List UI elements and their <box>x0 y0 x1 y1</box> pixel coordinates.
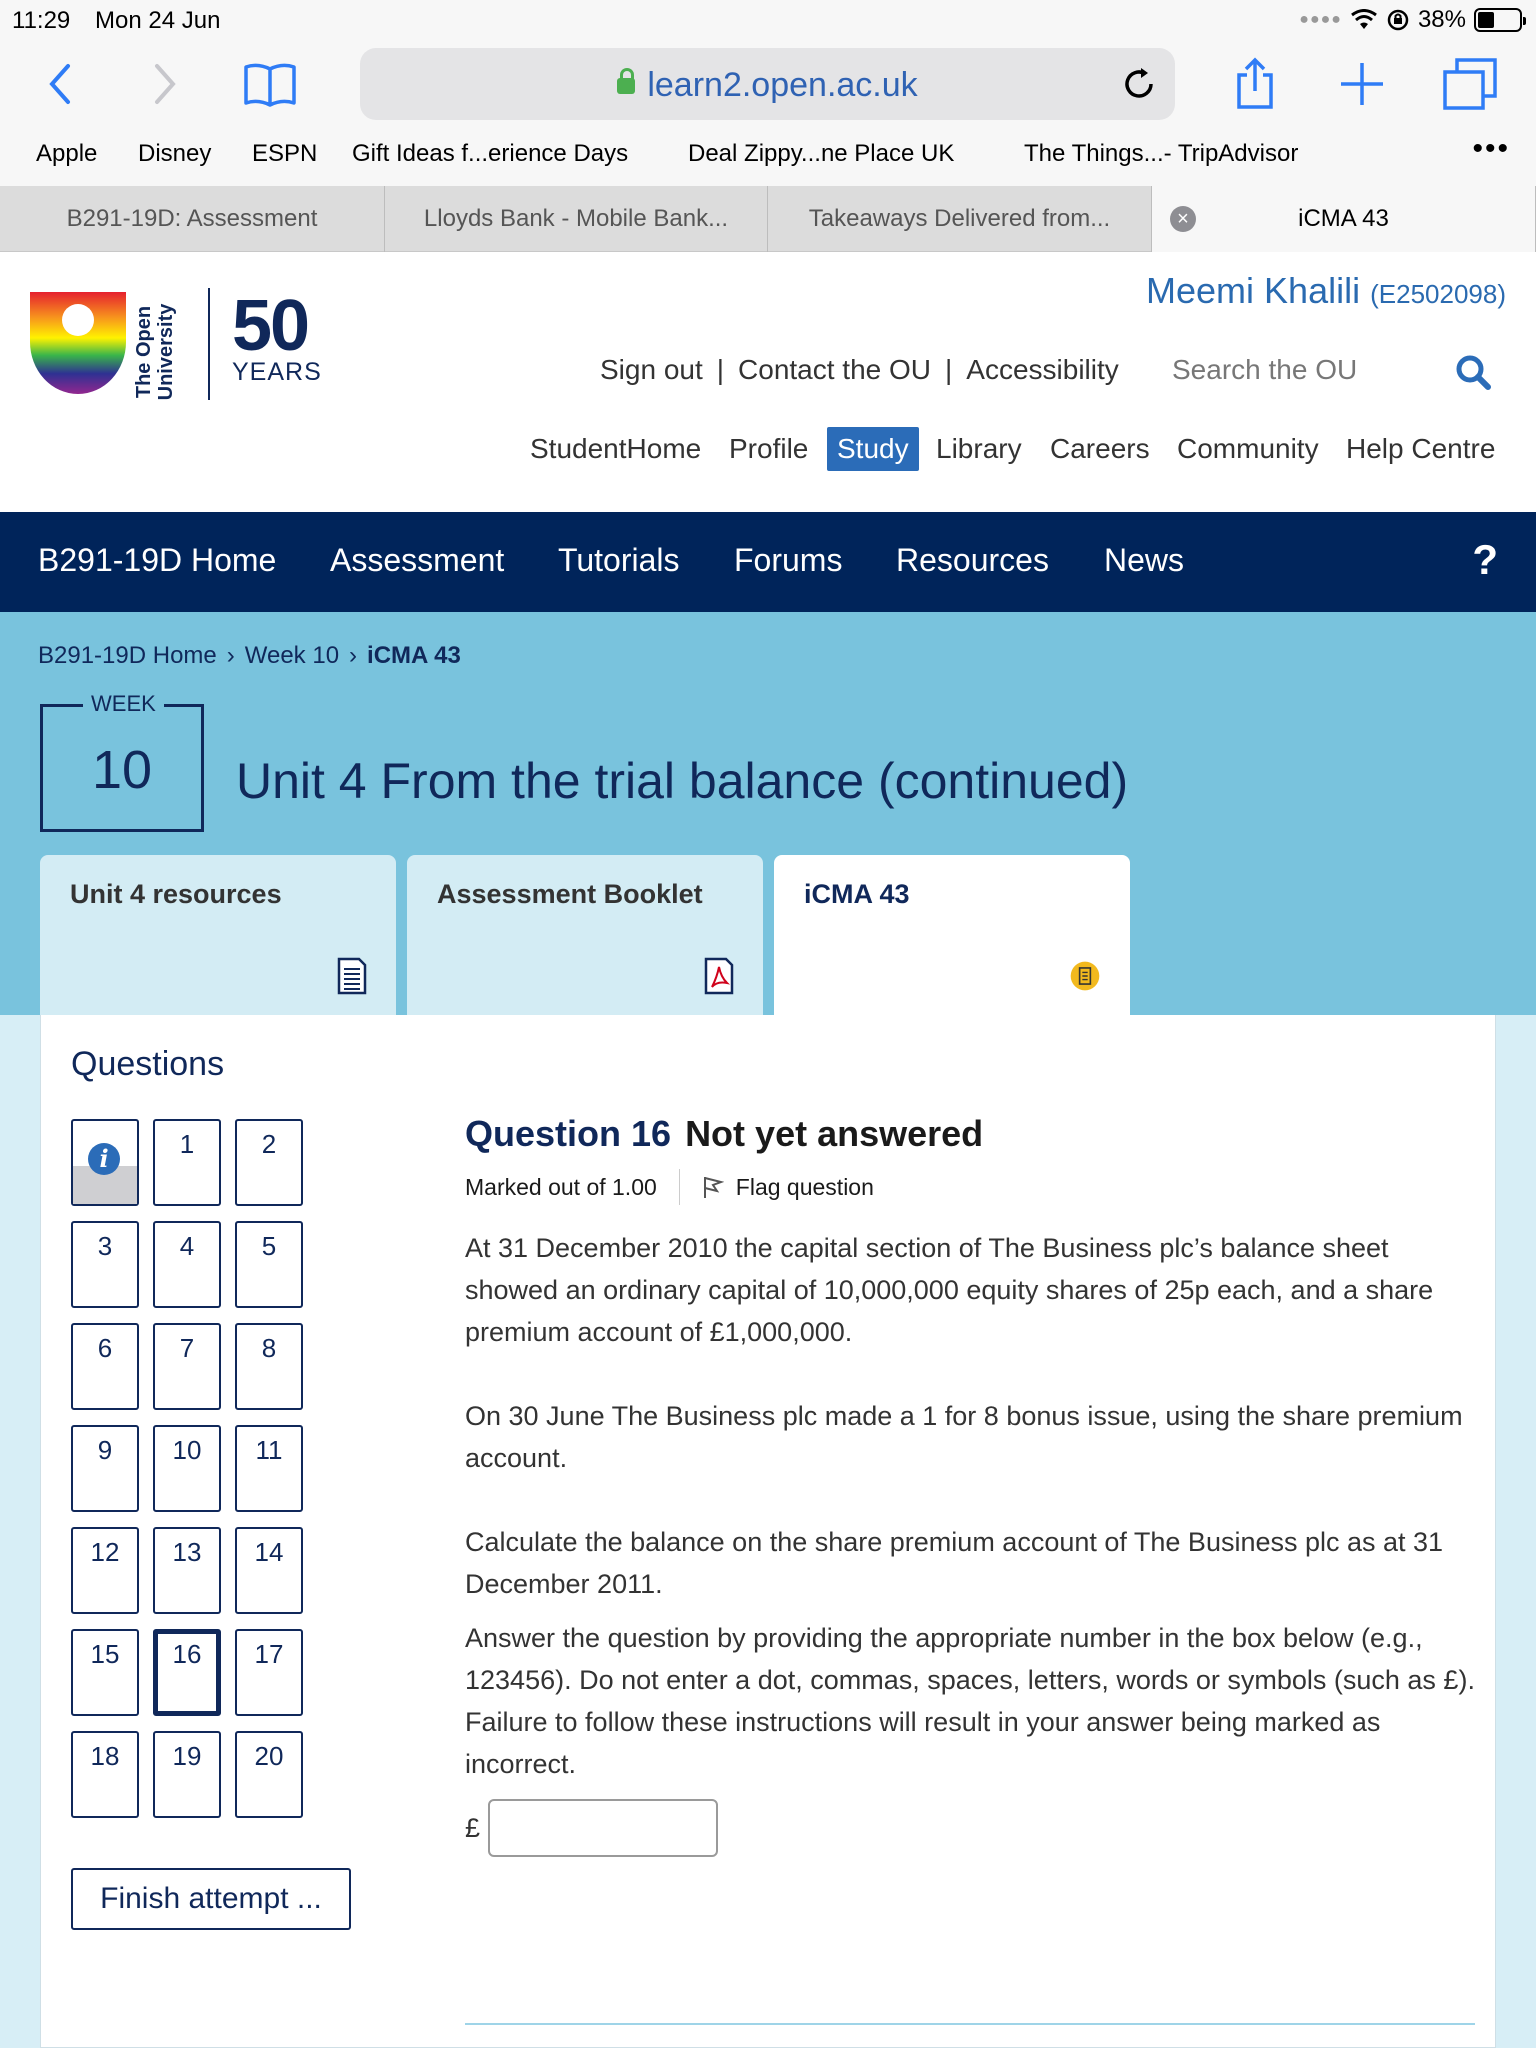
week-box <box>40 691 204 832</box>
ou-50-years: YEARS <box>232 358 322 386</box>
new-tab-icon[interactable] <box>1332 54 1392 114</box>
question-text <box>465 1227 1475 1785</box>
address-bar[interactable] <box>360 48 1175 120</box>
question-button[interactable]: 4 <box>153 1221 221 1308</box>
question-button[interactable]: 19 <box>153 1731 221 1818</box>
info-item-button[interactable] <box>71 1119 139 1206</box>
bookmark-item[interactable]: The Things...- TripAdvisor <box>1024 140 1299 167</box>
accessibility-link[interactable]: Accessibility <box>966 354 1119 385</box>
ou-shield-logo-icon[interactable] <box>30 292 126 402</box>
nav-library[interactable]: Library <box>936 433 1022 464</box>
question-title <box>465 1113 1475 1155</box>
tab-icma-43[interactable] <box>774 855 1130 1015</box>
module-nav <box>0 512 1536 612</box>
bookmark-item[interactable]: Gift Ideas f...erience Days <box>352 140 629 167</box>
question-button[interactable]: 8 <box>235 1323 303 1410</box>
question-marks: Marked out of 1.00 <box>465 1173 657 1200</box>
pdf-icon <box>703 957 735 995</box>
breadcrumb-current: iCMA 43 <box>367 642 461 669</box>
bookmarks-bar <box>0 130 1536 186</box>
ou-header <box>0 252 1536 512</box>
tab-label: iCMA 43 <box>804 879 910 909</box>
chevron-right-icon: › <box>349 642 358 669</box>
ou-50-logo <box>232 286 322 387</box>
question-state: Not yet answered <box>685 1113 984 1154</box>
browser-tab[interactable]: B291-19D: Assessment <box>0 186 385 252</box>
question-button[interactable]: 11 <box>235 1425 303 1512</box>
flag-question-link[interactable]: Flag question <box>735 1173 874 1200</box>
breadcrumb <box>38 642 461 670</box>
bookmark-item[interactable]: Deal Zippy...ne Place UK <box>688 140 955 167</box>
bookmark-item[interactable]: Apple <box>36 140 98 167</box>
tab-unit-resources[interactable] <box>40 855 396 1015</box>
utility-links: Sign out | Contact the OU | Accessibility <box>600 354 1119 385</box>
url-text[interactable] <box>360 66 1175 105</box>
week-label: WEEK <box>83 691 164 717</box>
module-nav-tutorials[interactable]: Tutorials <box>558 542 680 578</box>
module-nav-news[interactable]: News <box>1104 542 1185 578</box>
question-button[interactable]: 1 <box>153 1119 221 1206</box>
reload-icon[interactable] <box>1117 62 1161 106</box>
bookmark-item[interactable]: Disney <box>138 140 212 167</box>
ou-logo-label: The Open University <box>133 303 177 401</box>
user-name[interactable] <box>1146 270 1506 312</box>
bookmark-item[interactable]: ESPN <box>252 140 318 167</box>
nav-profile[interactable]: Profile <box>729 433 809 464</box>
question-button[interactable]: 17 <box>235 1629 303 1716</box>
module-nav-resources[interactable]: Resources <box>896 542 1049 578</box>
chevron-right-icon: › <box>226 642 235 669</box>
content-area <box>0 1015 1536 2048</box>
unit-banner <box>0 612 1536 1015</box>
question-block <box>465 1113 1475 1857</box>
document-icon <box>336 957 368 995</box>
currency-symbol: £ <box>465 1812 481 1843</box>
question-button[interactable]: 12 <box>71 1527 139 1614</box>
question-button[interactable]: 18 <box>71 1731 139 1818</box>
contact-ou-link[interactable]: Contact the OU <box>738 354 932 385</box>
ou-logo-text <box>135 292 175 402</box>
nav-community[interactable]: Community <box>1177 433 1319 464</box>
browser-tab-active[interactable] <box>1152 186 1536 252</box>
question-button[interactable]: 6 <box>71 1323 139 1410</box>
answer-input[interactable] <box>488 1799 718 1857</box>
status-bar <box>0 0 1536 40</box>
back-icon[interactable] <box>30 54 90 114</box>
browser-tab-label: iCMA 43 <box>1298 205 1389 232</box>
sign-out-link[interactable]: Sign out <box>600 354 703 385</box>
url-label: learn2.open.ac.uk <box>647 66 918 104</box>
module-nav-assessment[interactable]: Assessment <box>330 542 505 578</box>
ou-50-number: 50 <box>232 286 309 366</box>
nav-careers[interactable]: Careers <box>1050 433 1150 464</box>
battery-percent: 38% <box>1417 6 1466 33</box>
question-paragraph: At 31 December 2010 the capital section of The Business plc’s balance sheet showed an ordinary capital of 10,000,000 equity shares of 25p each, and a share premium account of £1,000,000. <box>465 1233 1434 1347</box>
question-meta <box>465 1169 1475 1205</box>
browser-tabs <box>0 186 1536 252</box>
status-time: 11:29 <box>12 7 71 34</box>
question-button[interactable]: 9 <box>71 1425 139 1512</box>
question-divider <box>465 2023 1475 2025</box>
wifi-icon <box>1350 9 1378 31</box>
lock-icon <box>617 78 635 94</box>
question-button[interactable]: 3 <box>71 1221 139 1308</box>
questions-heading: Questions <box>71 1045 225 1083</box>
info-icon: i <box>88 1143 120 1175</box>
question-number: Question 16 <box>465 1113 672 1154</box>
status-right <box>1299 6 1522 34</box>
quiz-panel <box>40 1015 1496 2048</box>
breadcrumb-week[interactable]: Week 10 <box>244 642 340 669</box>
question-paragraph: Calculate the balance on the share premium account of The Business plc as at 31 December 2011. <box>465 1527 1444 1599</box>
user-id: (E2502098) <box>1370 279 1506 309</box>
user-name-label: Meemi Khalili <box>1146 270 1361 311</box>
search-icon[interactable] <box>1455 354 1491 390</box>
tab-assessment-booklet[interactable] <box>407 855 763 1015</box>
module-nav-home[interactable]: B291-19D Home <box>38 542 277 578</box>
week-number: 10 <box>91 740 153 800</box>
question-button[interactable]: 10 <box>153 1425 221 1512</box>
question-button[interactable]: 5 <box>235 1221 303 1308</box>
tab-label: Assessment Booklet <box>437 879 703 909</box>
finish-attempt-button[interactable]: Finish attempt ... <box>71 1868 351 1930</box>
browser-toolbar <box>0 40 1536 130</box>
nav-studenthome[interactable]: StudentHome <box>530 433 702 464</box>
page-title: Unit 4 From the trial balance (continued) <box>236 753 1129 809</box>
tabs-overview-icon[interactable] <box>1440 54 1500 114</box>
question-button[interactable]: 2 <box>235 1119 303 1206</box>
question-paragraph: Answer the question by providing the appropriate number in the box below (e.g., 123456). Do not enter a dot, commas, spaces, letters, words or symbols (such as £). Failure to follow these instructions will result in your answer being marked as incorrect. <box>465 1623 1475 1779</box>
help-icon[interactable]: ? <box>1472 536 1498 583</box>
quiz-icon <box>1068 959 1102 993</box>
question-button[interactable]: 7 <box>153 1323 221 1410</box>
flag-icon[interactable] <box>702 1175 724 1199</box>
breadcrumb-home[interactable]: B291-19D Home <box>38 642 217 669</box>
logo-divider <box>208 288 210 400</box>
forward-icon[interactable] <box>135 54 195 114</box>
question-paragraph: On 30 June The Business plc made a 1 for 8 bonus issue, using the share premium account. <box>465 1401 1463 1473</box>
question-button[interactable]: 14 <box>235 1527 303 1614</box>
tab-label: Unit 4 resources <box>70 879 282 909</box>
nav-study[interactable]: Study <box>827 427 919 471</box>
orientation-lock-icon <box>1386 8 1410 32</box>
question-button[interactable]: 15 <box>71 1629 139 1716</box>
search-input[interactable]: Search the OU <box>1172 354 1358 385</box>
status-date: Mon 24 Jun <box>95 7 221 34</box>
nav-help-centre[interactable]: Help Centre <box>1346 433 1496 464</box>
browser-tab[interactable]: Takeaways Delivered from... <box>768 186 1152 252</box>
more-bookmarks-icon[interactable]: ••• <box>1472 132 1510 165</box>
question-button-current[interactable]: 16 <box>153 1629 221 1716</box>
module-nav-forums[interactable]: Forums <box>734 542 843 578</box>
close-tab-icon[interactable]: × <box>1170 206 1196 232</box>
answer-row <box>465 1799 1475 1857</box>
signal-dots-icon: ●●●● <box>1299 11 1342 28</box>
question-button[interactable]: 13 <box>153 1527 221 1614</box>
meta-divider <box>679 1169 680 1205</box>
browser-tab[interactable]: Lloyds Bank - Mobile Bank... <box>385 186 768 252</box>
question-button[interactable]: 20 <box>235 1731 303 1818</box>
bookmarks-icon[interactable] <box>240 54 300 114</box>
battery-icon <box>1474 8 1522 32</box>
share-icon[interactable] <box>1225 54 1285 114</box>
